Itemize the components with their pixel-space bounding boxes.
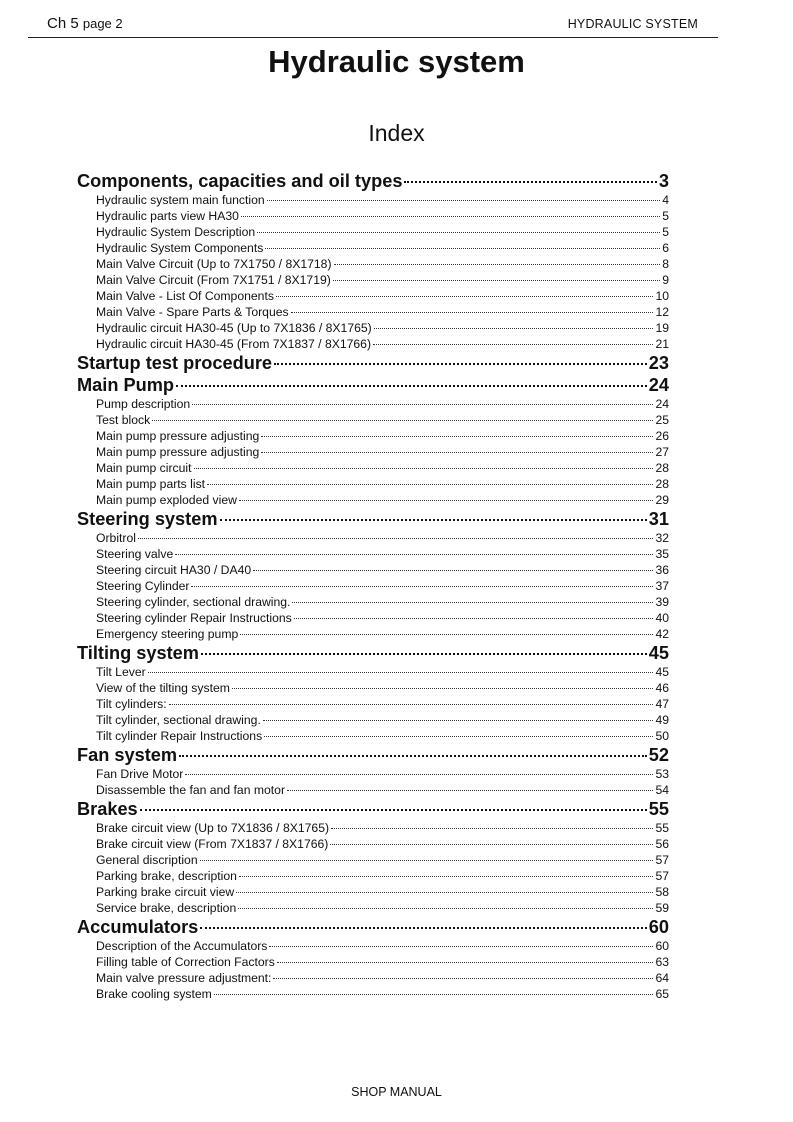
toc-item[interactable] xyxy=(77,900,669,916)
toc-section-label: Fan system xyxy=(77,745,178,765)
toc-item-page: 64 xyxy=(655,971,669,985)
toc-item-page: 65 xyxy=(655,987,669,1001)
dot-leader xyxy=(138,538,653,539)
toc-item-label: General discription xyxy=(96,853,198,867)
toc-item[interactable] xyxy=(77,664,669,680)
toc-item-label: Test block xyxy=(96,413,151,427)
dot-leader xyxy=(253,570,653,571)
toc-item-page: 19 xyxy=(655,321,669,335)
toc-item[interactable] xyxy=(77,836,669,852)
toc-item-page: 49 xyxy=(655,713,669,727)
toc-item-label: Main Valve Circuit (Up to 7X1750 / 8X1718) xyxy=(96,257,332,271)
toc-section-label: Tilting system xyxy=(77,643,199,663)
toc-item-page: 40 xyxy=(655,611,669,625)
dot-leader xyxy=(201,653,647,655)
page-footer: SHOP MANUAL xyxy=(351,1085,442,1099)
toc-item-label: Main pump exploded view xyxy=(96,493,237,507)
toc-item-label: Main pump pressure adjusting xyxy=(96,429,260,443)
toc-item-label: Tilt Lever xyxy=(96,665,146,679)
toc-item-label: Steering cylinder Repair Instructions xyxy=(96,611,292,625)
toc-item-page: 47 xyxy=(655,697,669,711)
toc-item-label: Main pump circuit xyxy=(96,461,192,475)
dot-leader xyxy=(374,328,654,329)
toc-item[interactable] xyxy=(77,460,669,476)
toc-item-label: Filling table of Correction Factors xyxy=(96,955,275,969)
dot-leader xyxy=(292,602,653,603)
dot-leader xyxy=(269,946,653,947)
toc-item-page: 24 xyxy=(655,397,669,411)
toc-section-page: 31 xyxy=(648,509,669,529)
toc-section[interactable] xyxy=(77,508,669,530)
dot-leader xyxy=(265,248,660,249)
toc-item-label: Tilt cylinders: xyxy=(96,697,167,711)
toc-item-page: 57 xyxy=(655,869,669,883)
toc-section-page: 3 xyxy=(658,171,669,191)
dot-leader xyxy=(333,280,660,281)
dot-leader xyxy=(176,385,647,387)
dot-leader xyxy=(239,500,654,501)
toc-item-label: Brake circuit view (From 7X1837 / 8X1766) xyxy=(96,837,329,851)
toc-item[interactable] xyxy=(77,696,669,712)
dot-leader xyxy=(148,672,654,673)
toc-item-label: Main Valve - Spare Parts & Torques xyxy=(96,305,289,319)
toc-item[interactable] xyxy=(77,610,669,626)
dot-leader xyxy=(274,363,647,365)
toc-item-page: 37 xyxy=(655,579,669,593)
dot-leader xyxy=(294,618,654,619)
toc-item-page: 12 xyxy=(655,305,669,319)
toc-item-label: Hydraulic system main function xyxy=(96,193,265,207)
toc-item-page: 5 xyxy=(662,209,669,223)
toc-item[interactable] xyxy=(77,192,669,208)
toc-section[interactable] xyxy=(77,352,669,374)
toc-item-page: 9 xyxy=(662,273,669,287)
toc-item-page: 28 xyxy=(655,461,669,475)
toc-item[interactable] xyxy=(77,712,669,728)
dot-leader xyxy=(236,892,653,893)
toc-item-page: 56 xyxy=(655,837,669,851)
toc-section[interactable] xyxy=(77,744,669,766)
toc-item[interactable] xyxy=(77,224,669,240)
toc-item-page: 35 xyxy=(655,547,669,561)
dot-leader xyxy=(267,200,661,201)
dot-leader xyxy=(241,216,660,217)
toc-item-page: 39 xyxy=(655,595,669,609)
page-label: page 2 xyxy=(82,16,123,31)
toc-item[interactable] xyxy=(77,492,669,508)
dot-leader xyxy=(140,809,647,811)
header-rule xyxy=(28,37,718,38)
dot-leader xyxy=(214,994,654,995)
toc-item[interactable] xyxy=(77,852,669,868)
toc-item-label: Pump description xyxy=(96,397,191,411)
dot-leader xyxy=(263,720,654,721)
toc-item-label: Brake cooling system xyxy=(96,987,212,1001)
dot-leader xyxy=(240,634,653,635)
toc-item-label: Hydraulic System Components xyxy=(96,241,264,255)
toc-section-page: 52 xyxy=(648,745,669,765)
index-heading: Index xyxy=(368,120,425,146)
toc-item-page: 46 xyxy=(655,681,669,695)
page-header-section: HYDRAULIC SYSTEM xyxy=(567,17,698,31)
toc-item[interactable] xyxy=(77,562,669,578)
toc-item-label: Brake circuit view (Up to 7X1836 / 8X1765) xyxy=(96,821,330,835)
dot-leader xyxy=(264,736,653,737)
toc-item[interactable] xyxy=(77,594,669,610)
toc-item-label: Steering cylinder, sectional drawing. xyxy=(96,595,291,609)
dot-leader xyxy=(175,554,653,555)
page-header-chapter xyxy=(47,15,123,32)
toc-item[interactable] xyxy=(77,444,669,460)
toc-item-page: 5 xyxy=(662,225,669,239)
toc-item-page: 10 xyxy=(655,289,669,303)
dot-leader xyxy=(373,344,653,345)
toc-item[interactable] xyxy=(77,728,669,744)
toc-section[interactable] xyxy=(77,374,669,396)
dot-leader xyxy=(277,962,654,963)
toc-item-page: 55 xyxy=(655,821,669,835)
dot-leader xyxy=(200,860,654,861)
toc-item-page: 28 xyxy=(655,477,669,491)
toc-item-label: Emergency steering pump xyxy=(96,627,239,641)
toc-section[interactable] xyxy=(77,170,669,192)
toc-section-label: Main Pump xyxy=(77,375,175,395)
toc-item[interactable] xyxy=(77,336,669,352)
toc-item-label: Fan Drive Motor xyxy=(96,767,184,781)
dot-leader xyxy=(220,519,647,521)
dot-leader xyxy=(232,688,654,689)
dot-leader xyxy=(194,468,654,469)
toc-item[interactable] xyxy=(77,396,669,412)
toc-item-label: Hydraulic circuit HA30-45 (From 7X1837 / 8X1766) xyxy=(96,337,372,351)
toc-item[interactable] xyxy=(77,428,669,444)
toc-section-label: Brakes xyxy=(77,799,138,819)
toc-item[interactable] xyxy=(77,530,669,546)
dot-leader xyxy=(257,232,660,233)
toc-item-label: Orbitrol xyxy=(96,531,136,545)
toc-item-page: 29 xyxy=(655,493,669,507)
toc-item[interactable] xyxy=(77,970,669,986)
toc-section[interactable] xyxy=(77,798,669,820)
toc-item-label: Main valve pressure adjustment: xyxy=(96,971,272,985)
toc-item[interactable] xyxy=(77,288,669,304)
dot-leader xyxy=(331,828,653,829)
toc-item-page: 4 xyxy=(662,193,669,207)
toc-section-label: Steering system xyxy=(77,509,218,529)
toc-item-page: 50 xyxy=(655,729,669,743)
toc-item-page: 60 xyxy=(655,939,669,953)
toc-item-label: Hydraulic parts view HA30 xyxy=(96,209,239,223)
toc-section-label: Accumulators xyxy=(77,917,199,937)
toc-item[interactable] xyxy=(77,986,669,1002)
toc-item-label: Main Valve Circuit (From 7X1751 / 8X1719) xyxy=(96,273,331,287)
toc-item-page: 26 xyxy=(655,429,669,443)
toc-section[interactable] xyxy=(77,916,669,938)
toc-item-label: Steering valve xyxy=(96,547,174,561)
toc-item[interactable] xyxy=(77,476,669,492)
toc-section-label: Startup test procedure xyxy=(77,353,273,373)
toc-item[interactable] xyxy=(77,546,669,562)
toc-item-label: Main pump parts list xyxy=(96,477,206,491)
toc-item[interactable] xyxy=(77,272,669,288)
toc-item[interactable] xyxy=(77,578,669,594)
dot-leader xyxy=(330,844,653,845)
toc-item-label: Hydraulic circuit HA30-45 (Up to 7X1836 / 8X1765) xyxy=(96,321,372,335)
toc-item[interactable] xyxy=(77,868,669,884)
toc-item[interactable] xyxy=(77,304,669,320)
toc-item-page: 45 xyxy=(655,665,669,679)
toc-item-label: Hydraulic System Description xyxy=(96,225,256,239)
toc-section-page: 23 xyxy=(648,353,669,373)
toc-item-label: Parking brake, description xyxy=(96,869,237,883)
toc-item-page: 57 xyxy=(655,853,669,867)
chapter-label: Ch 5 xyxy=(47,15,79,32)
toc-item-page: 63 xyxy=(655,955,669,969)
dot-leader xyxy=(169,704,654,705)
toc-item-label: Tilt cylinder, sectional drawing. xyxy=(96,713,261,727)
dot-leader xyxy=(185,774,653,775)
toc-item[interactable] xyxy=(77,240,669,256)
toc-item[interactable] xyxy=(77,954,669,970)
toc-item-label: Tilt cylinder Repair Instructions xyxy=(96,729,263,743)
toc-section[interactable] xyxy=(77,642,669,664)
toc-item[interactable] xyxy=(77,208,669,224)
toc-item-page: 21 xyxy=(655,337,669,351)
dot-leader xyxy=(273,978,653,979)
dot-leader xyxy=(291,312,654,313)
toc-item[interactable] xyxy=(77,680,669,696)
toc-item[interactable] xyxy=(77,884,669,900)
toc-item-page: 6 xyxy=(662,241,669,255)
toc-item-label: Description of the Accumulators xyxy=(96,939,268,953)
toc-item-page: 54 xyxy=(655,783,669,797)
toc-item-page: 59 xyxy=(655,901,669,915)
toc-item-label: Parking brake circuit view xyxy=(96,885,235,899)
dot-leader xyxy=(152,420,653,421)
dot-leader xyxy=(261,452,653,453)
dot-leader xyxy=(191,586,653,587)
dot-leader xyxy=(276,296,654,297)
toc-item[interactable] xyxy=(77,412,669,428)
toc-item-page: 36 xyxy=(655,563,669,577)
toc-item[interactable] xyxy=(77,766,669,782)
dot-leader xyxy=(334,264,661,265)
toc-item-page: 32 xyxy=(655,531,669,545)
toc-item[interactable] xyxy=(77,256,669,272)
toc-item-page: 27 xyxy=(655,445,669,459)
toc-item[interactable] xyxy=(77,320,669,336)
dot-leader xyxy=(192,404,653,405)
toc-item[interactable] xyxy=(77,820,669,836)
table-of-contents xyxy=(77,170,669,1002)
dot-leader xyxy=(404,181,656,183)
dot-leader xyxy=(261,436,653,437)
dot-leader xyxy=(200,927,646,929)
toc-item-label: Main Valve - List Of Components xyxy=(96,289,274,303)
toc-item[interactable] xyxy=(77,782,669,798)
toc-item-page: 25 xyxy=(655,413,669,427)
toc-item-label: Service brake, description xyxy=(96,901,237,915)
toc-section-page: 60 xyxy=(648,917,669,937)
toc-item-label: Steering circuit HA30 / DA40 xyxy=(96,563,252,577)
toc-item[interactable] xyxy=(77,938,669,954)
toc-section-page: 24 xyxy=(648,375,669,395)
toc-item-label: Main pump pressure adjusting xyxy=(96,445,260,459)
toc-section-label: Components, capacities and oil types xyxy=(77,171,403,191)
toc-item-page: 58 xyxy=(655,885,669,899)
dot-leader xyxy=(179,755,647,757)
toc-item-label: View of the tilting system xyxy=(96,681,230,695)
dot-leader xyxy=(239,876,654,877)
toc-item[interactable] xyxy=(77,626,669,642)
toc-item-page: 53 xyxy=(655,767,669,781)
toc-item-page: 8 xyxy=(662,257,669,271)
toc-item-label: Disassemble the fan and fan motor xyxy=(96,783,286,797)
toc-item-label: Steering Cylinder xyxy=(96,579,190,593)
dot-leader xyxy=(287,790,653,791)
toc-section-page: 45 xyxy=(648,643,669,663)
page-title: Hydraulic system xyxy=(268,44,525,79)
dot-leader xyxy=(207,484,653,485)
toc-item-page: 42 xyxy=(655,627,669,641)
dot-leader xyxy=(238,908,653,909)
toc-section-page: 55 xyxy=(648,799,669,819)
